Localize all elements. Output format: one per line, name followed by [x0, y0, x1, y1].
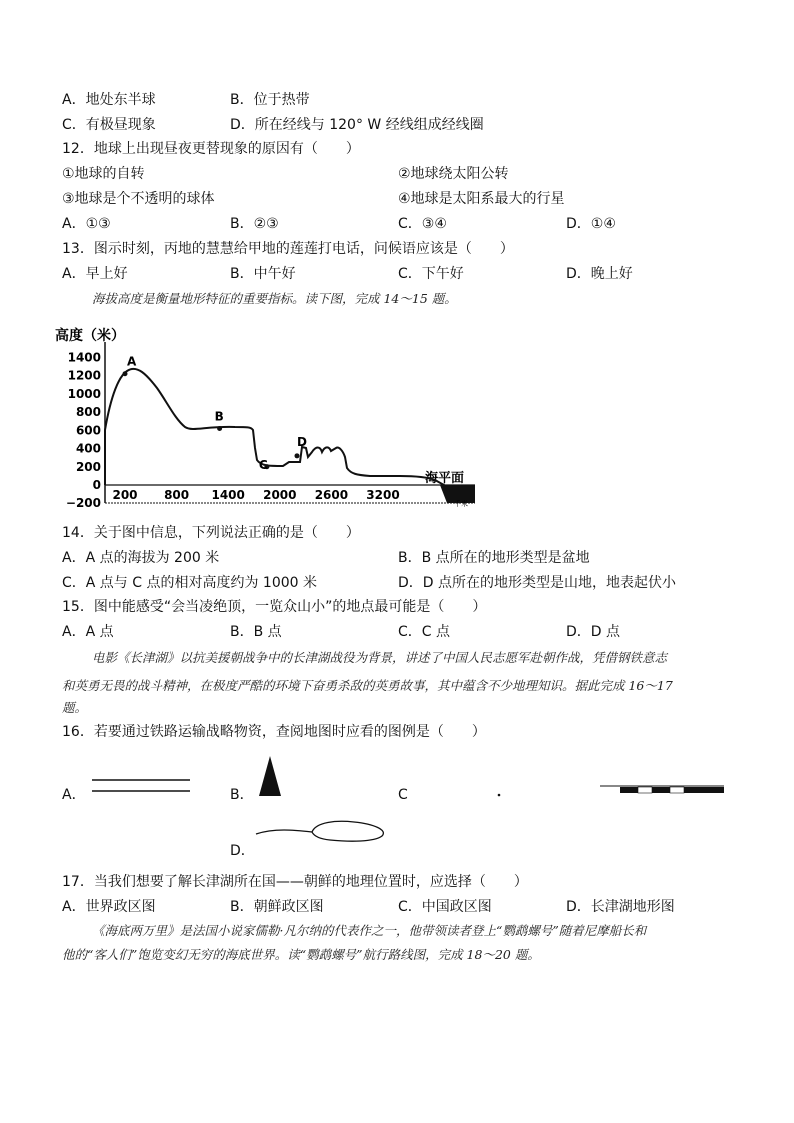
point-a-label: A [127, 354, 137, 369]
q16-stem: 16．若要通过铁路运输战略物资，查阅地图时应看的图例是（ ） [62, 724, 486, 740]
y-tick-label: 600 [75, 423, 101, 438]
q16-option-c-label: C [398, 787, 408, 803]
x-tick-label: 200 [112, 488, 138, 502]
point-c-label: C [258, 457, 268, 472]
q13-option-c: C．下午好 [398, 266, 464, 282]
intro-18-20-line1: 《海底两万里》是法国小说家儒勒·凡尔纳的代表作之一，他带领读者登上“鹦鹉螺号”随着尼摩船长和 [92, 923, 647, 938]
intro-16-17-line1: 电影《长津湖》以抗美援朝战争中的长津湖战役为背景，讲述了中国人民志愿军赴朝作战，凭借钢铁意志 [92, 650, 668, 665]
q11-option-b: B．位于热带 [230, 92, 310, 108]
q12-option-b: B．②③ [230, 216, 279, 232]
q11-option-a: A．地处东半球 [62, 92, 156, 108]
q12-option-c: C．③④ [398, 216, 447, 232]
q17-option-c: C．中国政区图 [398, 899, 492, 915]
q12-statement-1: ①地球的自转 [62, 166, 145, 182]
x-tick-label: 2000 [263, 488, 297, 502]
q12-statement-2: ②地球绕太阳公转 [398, 166, 509, 182]
q16-option-d-label: D． [230, 843, 255, 859]
q15-option-d: D．D 点 [566, 624, 621, 640]
q14-option-b: B．B 点所在的地形类型是盆地 [398, 550, 590, 566]
intro-14-15: 海拔高度是衡量地形特征的重要指标。读下图，完成 14～15 题。 [92, 291, 457, 306]
mountain-peak-symbol [256, 754, 284, 798]
terrain-profile-chart [55, 320, 485, 510]
y-tick-label: 800 [75, 405, 101, 420]
intro-16-17-line2: 和英勇无畏的战斗精神，在极度严酷的环境下奋勇杀敌的英勇故事，其中蕴含不少地理知识。据此完成 16～17 [62, 678, 673, 693]
intro-18-20-line2: 他的“客人们”饱览变幻无穷的海底世界。读“鹦鹉螺号”航行路线图，完成 18～20 题。 [62, 947, 540, 962]
q12-stem: 12．地球上出现昼夜更替现象的原因有（ ） [62, 141, 360, 157]
x-tick-label: 800 [164, 488, 190, 502]
q17-stem: 17．当我们想要了解长津湖所在国——朝鲜的地理位置时，应选择（ ） [62, 874, 528, 890]
y-tick-label: 1400 [67, 350, 101, 365]
dot-symbol [496, 792, 502, 798]
q17-option-b: B．朝鲜政区图 [230, 899, 324, 915]
q13-option-a: A．早上好 [62, 266, 128, 282]
q13-option-d: D．晚上好 [566, 266, 633, 282]
q15-option-c: C．C 点 [398, 624, 451, 640]
q14-option-c: C．A 点与 C 点的相对高度约为 1000 米 [62, 575, 318, 591]
q11-option-c: C．有极昼现象 [62, 117, 156, 133]
q17-option-a: A．世界政区图 [62, 899, 156, 915]
chart-ylabel: 高度（米） [55, 328, 125, 344]
sea-level-label: 海平面 [425, 471, 465, 486]
point-d-marker [295, 453, 300, 458]
y-tick-label: 200 [75, 459, 101, 474]
point-b-label: B [214, 409, 224, 424]
y-tick-label: 0 [92, 478, 101, 492]
y-tick-label: 1000 [67, 386, 101, 401]
x-tick-label: 3200 [366, 488, 400, 502]
y-tick-label: 400 [75, 441, 101, 456]
y-tick-label: −200 [65, 496, 101, 510]
q12-statement-4: ④地球是太阳系最大的行星 [398, 191, 565, 207]
q14-stem: 14．关于图中信息，下列说法正确的是（ ） [62, 525, 360, 541]
railway-legend-symbol [90, 776, 192, 796]
q12-option-d: D．①④ [566, 216, 616, 232]
q14-option-d: D．D 点所在的地形类型是山地，地表起伏小 [398, 575, 677, 591]
intro-16-17-line3: 题。 [62, 700, 88, 715]
point-a-marker [123, 371, 128, 376]
q15-stem: 15．图中能感受“会当凌绝顶，一览众山小”的地点最可能是（ ） [62, 599, 487, 615]
q14-option-a: A．A 点的海拔为 200 米 [62, 550, 220, 566]
y-tick-label: 1200 [67, 368, 101, 383]
q17-option-d: D．长津湖地形图 [566, 899, 675, 915]
q16-option-b-label: B． [230, 787, 254, 803]
q16-option-a-label: A． [62, 787, 86, 803]
x-tick-label: 2600 [314, 488, 349, 502]
q15-option-a: A．A 点 [62, 624, 114, 640]
q12-statement-3: ③地球是个不透明的球体 [62, 191, 215, 207]
lake-river-symbol [254, 818, 394, 848]
point-d-label: D [297, 434, 307, 449]
q12-option-a: A．①③ [62, 216, 111, 232]
x-unit-label: 千米 [454, 500, 468, 508]
scale-bar-symbol [600, 784, 726, 798]
q13-option-b: B．中午好 [230, 266, 296, 282]
point-b-marker [217, 426, 222, 431]
q13-stem: 13．图示时刻，丙地的慧慧给甲地的莲莲打电话，问候语应该是（ ） [62, 241, 514, 257]
q15-option-b: B．B 点 [230, 624, 282, 640]
q11-option-d: D．所在经线与 120° W 经线组成经线圈 [230, 117, 484, 133]
x-tick-label: 1400 [211, 488, 245, 502]
terrain-profile-line [105, 369, 449, 492]
